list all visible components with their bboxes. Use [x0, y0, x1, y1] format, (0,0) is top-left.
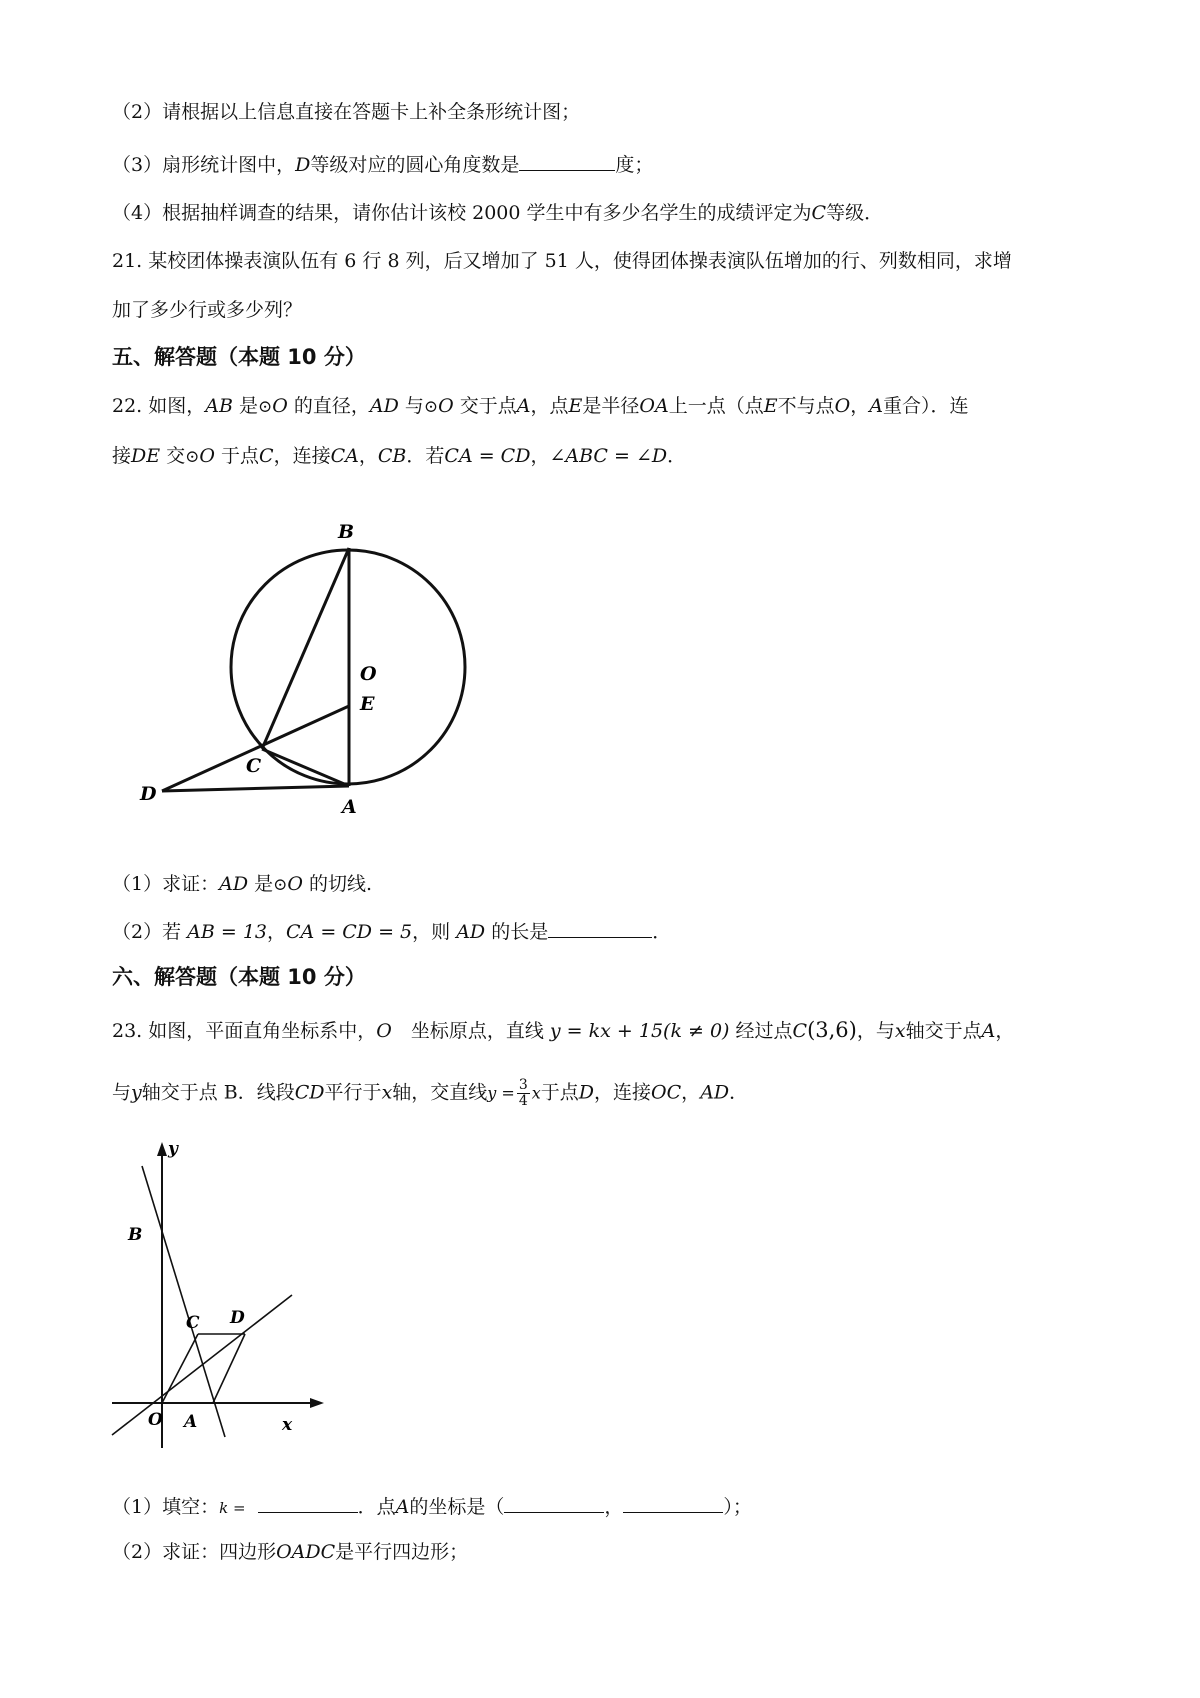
text-fragment: O	[376, 1020, 392, 1042]
text-fragment: ，与	[856, 1020, 895, 1042]
q23-line1	[112, 1016, 1014, 1045]
segment-bc	[262, 548, 349, 749]
text-fragment: （3）扇形统计图中，	[112, 154, 296, 176]
text-fragment: 的长是	[485, 921, 549, 943]
text-fragment: 度；	[615, 154, 654, 176]
text-fragment: 与	[398, 395, 424, 417]
q23-part1	[112, 1492, 752, 1522]
text-fragment: （2）请根据以上信息直接在答题卡上补全条形统计图；	[112, 101, 581, 123]
text-fragment: 4	[518, 1093, 528, 1109]
text-fragment: （4）根据抽样调查的结果，请你估计该校 2000 学生中有多少名学生的成绩评定为	[112, 202, 812, 224]
circle-symbol: ⊙	[273, 875, 288, 895]
label-b: B	[338, 521, 355, 543]
answer-blank	[548, 917, 652, 938]
text-fragment: （2）求证：四边形	[112, 1541, 277, 1563]
circle-symbol: ⊙	[185, 447, 200, 467]
text-fragment: 上一点（点	[668, 395, 764, 417]
y-axis-arrow	[157, 1142, 167, 1156]
text-fragment: ．	[667, 445, 687, 467]
text-fragment: 是	[232, 395, 258, 417]
text-fragment: x	[531, 1083, 541, 1103]
text-fragment: AD	[219, 873, 249, 895]
text-fragment: 的直径，	[287, 395, 370, 417]
text-fragment: 轴交于点	[905, 1020, 982, 1042]
text-fragment: 不与点	[777, 395, 835, 417]
text-fragment: ，	[681, 1081, 701, 1104]
text-fragment: 轴交于点 B．线段	[141, 1081, 295, 1104]
label-d: D	[230, 1308, 245, 1328]
text-fragment: 等级对应的圆心角度数是	[310, 154, 520, 176]
text-fragment: x	[894, 1020, 906, 1042]
text-fragment: 于点	[215, 445, 260, 467]
section-5-title	[112, 342, 366, 372]
text-fragment: ，	[850, 395, 870, 417]
text-fragment: O	[199, 445, 215, 467]
q22-part2	[112, 917, 671, 946]
text-fragment: O	[834, 395, 851, 417]
q21-line1	[112, 247, 1012, 275]
text-fragment: D	[578, 1081, 595, 1104]
label-c: C	[186, 1313, 200, 1333]
text-fragment: CB	[377, 445, 407, 467]
text-fragment: 五、解答题（本题 10 分）	[112, 345, 366, 369]
text-fragment: AB	[205, 395, 233, 417]
text-fragment: ，连接	[273, 445, 331, 467]
text-fragment: A	[869, 395, 883, 417]
text-fragment: 轴，交直线	[392, 1081, 488, 1104]
text-fragment: （1）求证：	[112, 873, 220, 895]
fraction-three-quarters	[517, 1078, 530, 1109]
text-fragment: 等级．	[826, 202, 884, 224]
text-fragment: ，	[267, 921, 287, 943]
text-fragment: O	[272, 395, 288, 417]
q20-part3	[112, 150, 653, 179]
text-fragment: ，	[604, 1496, 624, 1518]
text-fragment: 加了多少行或多少列？	[112, 299, 303, 321]
label-o: O	[360, 663, 377, 685]
text-fragment: ，	[358, 445, 378, 467]
q21-line2	[112, 296, 302, 324]
text-fragment: 平行于	[324, 1081, 382, 1104]
text-fragment: AD	[369, 395, 399, 417]
text-fragment: ，点	[530, 395, 569, 417]
text-fragment: y = kx + 15(k ≠ 0)	[549, 1020, 730, 1042]
text-fragment: （1）填空：	[112, 1496, 220, 1518]
answer-blank-ax	[504, 1492, 604, 1513]
text-fragment: ，	[530, 445, 550, 467]
label-a: A	[342, 796, 357, 818]
text-fragment: 是半径	[582, 395, 640, 417]
text-fragment: ∠ABC = ∠D	[549, 445, 668, 467]
q23-line2	[112, 1078, 748, 1109]
label-o: O	[148, 1410, 163, 1430]
text-fragment: k =	[219, 1499, 246, 1517]
text-fragment: （2）若	[112, 921, 188, 943]
text-fragment: DE	[131, 445, 161, 467]
text-fragment: 22. 如图，	[112, 395, 206, 417]
text-fragment: 于点	[540, 1081, 579, 1104]
text-fragment: AD	[456, 921, 486, 943]
text-fragment: 经过点	[729, 1020, 793, 1042]
x-axis-arrow	[310, 1398, 324, 1408]
answer-blank-ay	[623, 1492, 723, 1513]
segment-oc	[162, 1334, 198, 1403]
text-fragment: O	[287, 873, 303, 895]
text-fragment: 23. 如图，平面直角坐标系中，	[112, 1020, 377, 1042]
q20-part4	[112, 199, 883, 227]
label-e: E	[360, 693, 375, 715]
q20-part2	[112, 98, 580, 126]
text-fragment: 接	[112, 445, 132, 467]
text-fragment: 是	[248, 873, 274, 895]
text-fragment: 重合）．连	[882, 395, 969, 417]
text-fragment: CA = CD	[444, 445, 531, 467]
text-fragment: D	[295, 154, 311, 176]
label-y: y	[168, 1139, 178, 1159]
text-fragment: A	[516, 395, 531, 417]
line-3-4x	[112, 1295, 292, 1435]
label-x: x	[282, 1415, 293, 1435]
text-fragment: ，	[995, 1020, 1015, 1042]
text-fragment: ，则	[412, 921, 457, 943]
segment-ca	[262, 749, 349, 786]
text-fragment: CA	[330, 445, 359, 467]
text-fragment: y =	[487, 1083, 515, 1103]
segment-da	[162, 786, 349, 791]
text-fragment: C	[811, 202, 827, 224]
q23-part2	[112, 1538, 468, 1566]
text-fragment: 的坐标是（	[409, 1496, 505, 1518]
line-kx-15	[142, 1166, 225, 1437]
label-c: C	[246, 755, 262, 777]
text-fragment: ．点	[357, 1496, 396, 1518]
text-fragment: E	[763, 395, 778, 417]
text-fragment: 交	[160, 445, 186, 467]
text-fragment: E	[568, 395, 583, 417]
circle-symbol: ⊙	[258, 397, 273, 417]
q22-line2	[112, 442, 686, 471]
text-fragment: 3	[518, 1077, 528, 1093]
text-fragment: 是平行四边形；	[335, 1541, 469, 1563]
text-fragment: OA	[639, 395, 669, 417]
text-fragment: AB = 13	[187, 921, 267, 943]
text-fragment: ）；	[723, 1496, 752, 1518]
text-fragment: ．若	[406, 445, 445, 467]
text-fragment: OADC	[276, 1541, 336, 1563]
text-fragment: 坐标原点，直线	[391, 1020, 550, 1042]
q23-figure	[100, 1130, 340, 1460]
text-fragment: ．	[652, 921, 672, 943]
q22-figure	[120, 510, 500, 820]
text-fragment: y	[131, 1081, 142, 1104]
text-fragment: ，连接	[594, 1081, 652, 1104]
text-fragment: CD	[294, 1081, 325, 1104]
label-a: A	[184, 1412, 198, 1432]
text-fragment: ．	[729, 1081, 749, 1104]
text-fragment: 六、解答题（本题 10 分）	[112, 965, 366, 989]
text-fragment: OC	[651, 1081, 682, 1104]
section-6-title	[112, 962, 366, 992]
text-fragment: 与	[112, 1081, 132, 1104]
segment-de	[162, 706, 349, 791]
circle-symbol: ⊙	[423, 397, 439, 417]
text-fragment: x	[381, 1081, 393, 1104]
q22-line1	[112, 392, 968, 421]
answer-blank	[519, 150, 615, 171]
text-fragment: 的切线.	[302, 873, 373, 895]
text-fragment: CA = CD = 5	[286, 921, 413, 943]
text-fragment: C	[259, 445, 274, 467]
text-fragment: 21. 某校团体操表演队伍有 6 行 8 列，后又增加了 51 人，使得团体操表演队伍增加的行、列数相同，求增	[112, 250, 1012, 272]
label-b: B	[128, 1225, 143, 1245]
answer-blank-k	[258, 1492, 358, 1513]
text-fragment: (3,6)	[807, 1018, 857, 1042]
text-fragment: A	[981, 1020, 996, 1042]
text-fragment: O	[438, 395, 454, 417]
text-fragment: AD	[700, 1081, 730, 1104]
label-d: D	[140, 783, 157, 805]
q22-part1	[112, 870, 372, 899]
text-fragment: A	[395, 1496, 410, 1518]
text-fragment: C	[792, 1020, 808, 1042]
text-fragment: 交于点	[453, 395, 517, 417]
